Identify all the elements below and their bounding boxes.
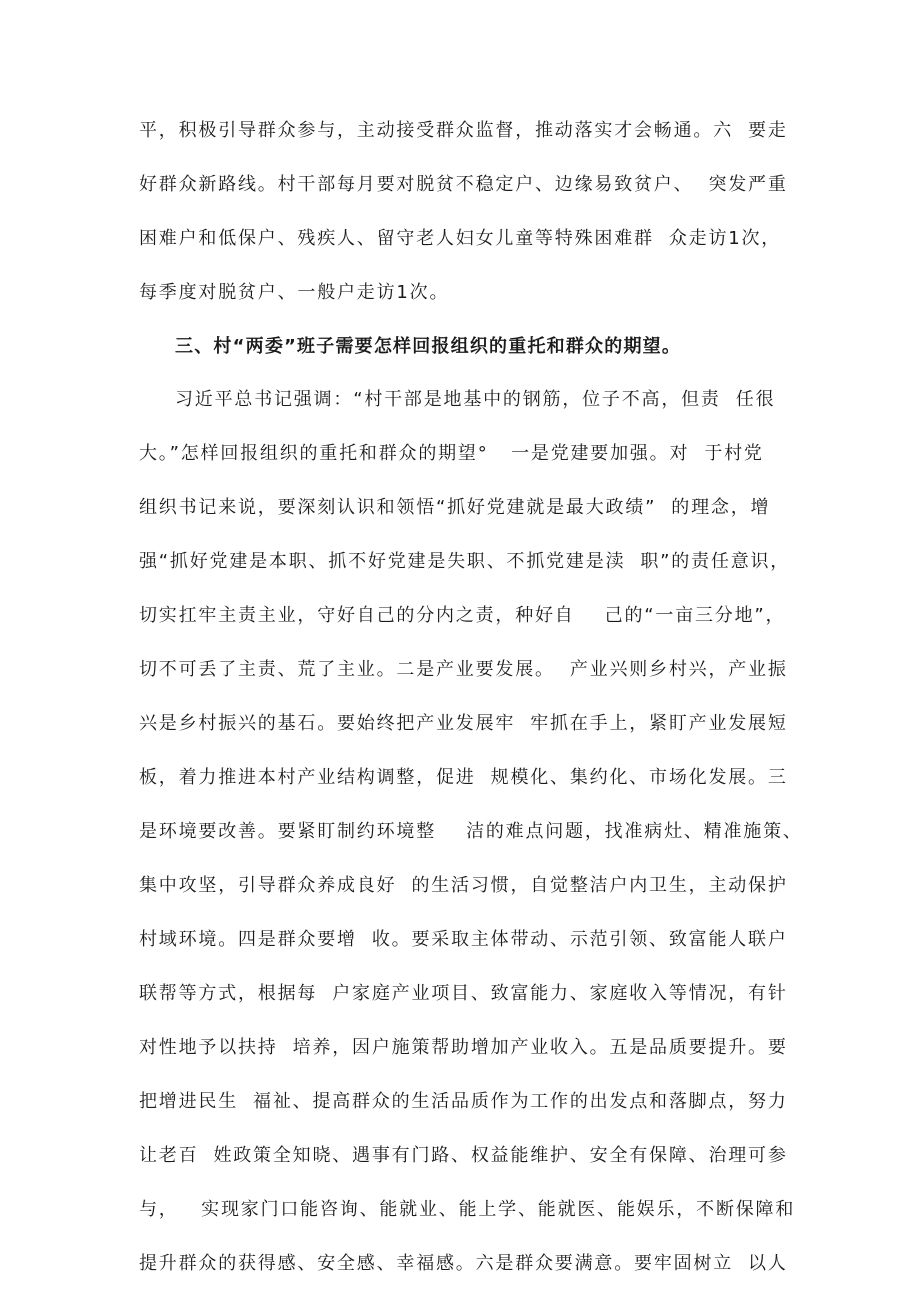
paragraph-line-5: 习近平总书记强调：“村干部是地基中的钢筋，位子不高，但责 任很	[175, 389, 776, 410]
paragraph-line-19: 让老百 姓政策全知晓、遇事有门路、权益能维护、安全有保障、治理可参	[139, 1145, 788, 1166]
paragraph-line-18: 把增进民生 福祉、提高群众的生活品质作为工作的出发点和落脚点，努力	[139, 1091, 788, 1112]
paragraph-line-1: 平，积极引导群众参与，主动接受群众监督，推动落实才会畅通。六 要走	[139, 120, 788, 141]
paragraph-line-20: 与， 实现家门口能咨询、能就业、能上学、能就医、能娱乐，不断保障和	[139, 1199, 796, 1220]
paragraph-line-2: 好群众新路线。村干部每月要对脱贫不稳定户、边缘易致贫户、 突发严重	[139, 174, 788, 195]
section-heading: 三、村“两委”班子需要怎样回报组织的重托和群众的期望。	[175, 336, 682, 357]
paragraph-line-7: 组织书记来说，要深刻认识和领悟“抓好党建就是最大政绩” 的理念，增	[139, 497, 771, 518]
paragraph-line-14: 集中攻坚，引导群众养成良好 的生活习惯，自觉整洁户内卫生，主动保护	[139, 875, 788, 896]
paragraph-line-12: 板，着力推进本村产业结构调整，促进 规模化、集约化、市场化发展。三	[139, 767, 788, 788]
paragraph-line-15: 村域环境。四是群众要增 收。要采取主体带动、示范引领、致富能人联户	[139, 929, 788, 950]
paragraph-line-8: 强“抓好党建是本职、抓不好党建是失职、不抓党建是渎 职”的责任意识，	[139, 551, 791, 572]
paragraph-line-11: 兴是乡村振兴的基石。要始终把产业发展牢 牢抓在手上，紧盯产业发展短	[139, 713, 788, 734]
paragraph-line-13: 是环境要改善。要紧盯制约环境整 洁的难点问题，找准病灶、精准施策、	[139, 821, 803, 842]
paragraph-line-6: 大。”怎样回报组织的重托和群众的期望° 一是党建要加强。对 于村党	[139, 443, 764, 464]
paragraph-line-21: 提升群众的获得感、安全感、幸福感。六是群众要满意。要牢固树立 以人	[139, 1253, 788, 1274]
paragraph-line-16: 联帮等方式，根据每 户家庭产业项目、致富能力、家庭收入等情况，有针	[139, 983, 788, 1004]
paragraph-line-9: 切实扛牢主责主业，守好自己的分内之责，种好自 己的“一亩三分地”，	[139, 605, 786, 626]
paragraph-line-3: 困难户和低保户、残疾人、留守老人妇女儿童等特殊困难群 众走访1次，	[139, 228, 782, 249]
paragraph-line-4: 每季度对脱贫户、一般户走访1次。	[139, 282, 450, 303]
paragraph-line-17: 对性地予以扶持 培养，因户施策帮助增加产业收入。五是品质要提升。要	[139, 1037, 788, 1058]
paragraph-line-10: 切不可丢了主责、荒了主业。二是产业要发展。 产业兴则乡村兴，产业振	[139, 659, 788, 680]
